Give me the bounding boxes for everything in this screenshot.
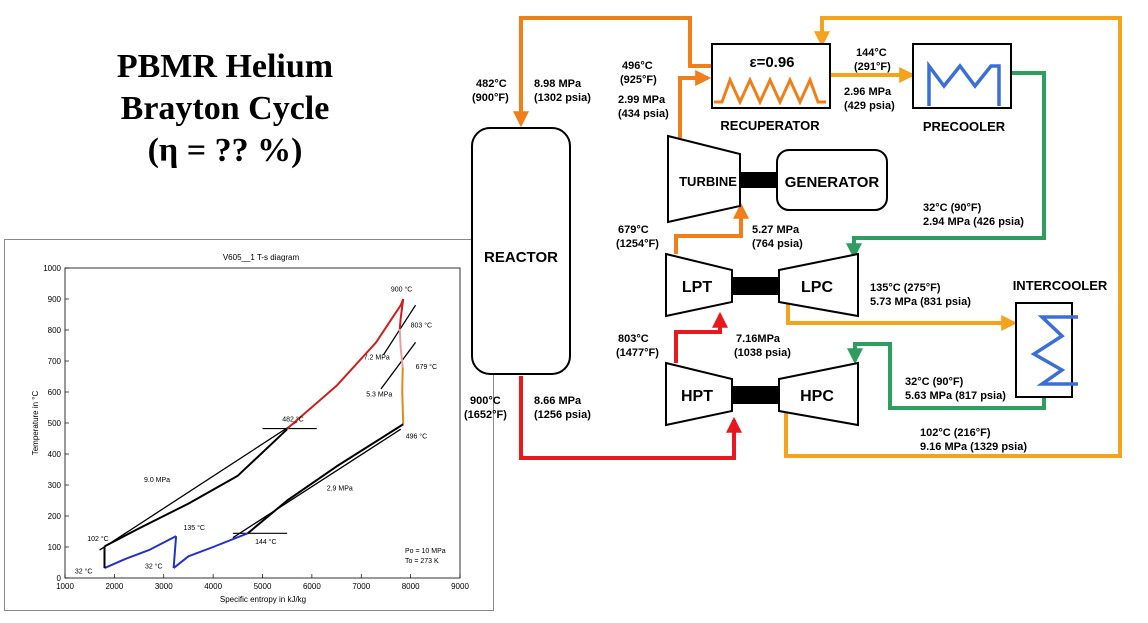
lp-shaft: [732, 277, 779, 295]
lpc-label: LPC: [801, 279, 833, 296]
pipe-turbine-to-recuperator: [680, 78, 708, 138]
turbine-label: TURBINE: [679, 174, 737, 189]
chart-note-to: To = 273 K: [405, 558, 439, 565]
y-tick-label: 700: [47, 357, 61, 366]
x-tick-label: 9000: [451, 582, 469, 591]
reactor-inlet-temp: 482°C: [476, 78, 507, 90]
isobar-label: 2.9 MPa: [326, 485, 353, 493]
lpt-outlet-temp-f: (1254°F): [616, 238, 659, 250]
reactor-outlet-temp: 900°C: [470, 395, 501, 407]
chart-xlabel: Specific entropy in kJ/kg: [219, 595, 307, 604]
hpt-outlet-temp-f: (1477°F): [616, 347, 659, 359]
isobar-label: 9.0 MPa: [144, 476, 171, 484]
hpt-outlet-pressure: 7.16MPa: [736, 333, 781, 345]
x-tick-label: 3000: [154, 582, 173, 591]
chart-ylabel: Temperature in °C: [31, 390, 40, 456]
y-tick-label: 1000: [43, 264, 61, 273]
state-point-label: 482 °C: [282, 416, 304, 424]
hpt-outlet-pressure-psia: (1038 psia): [734, 347, 791, 359]
intercooler-outlet-pressure: 5.63 MPa (817 psia): [905, 390, 1006, 402]
lpt-outlet-pressure-psia: (764 psia): [752, 238, 803, 250]
reactor-inlet-temp-f: (900°F): [472, 92, 509, 104]
recuperator-label: RECUPERATOR: [720, 118, 820, 133]
turbine-shaft: [740, 172, 780, 188]
x-tick-label: 1000: [56, 582, 74, 591]
state-point-label: 32 °C: [144, 563, 163, 571]
y-tick-label: 900: [47, 295, 61, 304]
hpt-outlet-temp: 803°C: [618, 333, 649, 345]
chart-note-po: Po = 10 MPa: [405, 548, 446, 555]
chart-title: V605__1 T-s diagram: [222, 253, 300, 262]
state-point-label: 803 °C: [410, 322, 433, 330]
precooler-outlet-pressure: 2.94 MPa (426 psia): [923, 216, 1024, 228]
lpt-outlet-temp: 679°C: [618, 224, 649, 236]
turbine-outlet-pressure: 2.99 MPa: [618, 94, 666, 106]
x-tick-label: 6000: [302, 582, 321, 591]
x-tick-label: 4000: [204, 582, 223, 591]
reactor-inlet-pressure-psia: (1302 psia): [534, 92, 591, 104]
y-tick-label: 400: [47, 450, 61, 459]
y-tick-label: 0: [56, 574, 61, 583]
recuperator-effectiveness: ε=0.96: [749, 54, 795, 71]
hpt-label: HPT: [681, 388, 713, 405]
recuperator-outlet-pressure: 2.96 MPa: [844, 86, 892, 98]
y-tick-label: 600: [47, 388, 61, 397]
recuperator-outlet-temp: 144°C: [856, 47, 887, 59]
y-tick-label: 300: [47, 481, 61, 490]
x-tick-label: 7000: [352, 582, 371, 591]
y-tick-label: 800: [47, 326, 61, 335]
title-line-2: Brayton Cycle: [120, 90, 330, 127]
state-point-label: 144 °C: [255, 538, 277, 546]
state-point-label: 102 °C: [87, 535, 109, 543]
generator-label: GENERATOR: [784, 174, 880, 191]
lpc-outlet-temp: 135°C (275°F): [870, 282, 941, 294]
isobar-label: 5.3 MPa: [366, 391, 393, 399]
reactor-inlet-pressure: 8.98 MPa: [534, 78, 582, 90]
turbine-outlet-pressure-psia: (434 psia): [618, 108, 669, 120]
recuperator-outlet-pressure-psia: (429 psia): [844, 100, 895, 112]
pipe-recuperator-to-reactor: [521, 18, 712, 124]
precooler-label: PRECOOLER: [922, 119, 1006, 134]
state-point-label: 679 °C: [415, 363, 438, 371]
reactor-outlet-temp-f: (1652°F): [464, 409, 507, 421]
intercooler-label: INTERCOOLER: [1012, 278, 1108, 293]
turbine-inlet-temp-f: (925°F): [620, 74, 657, 86]
precooler-outlet-temp: 32°C (90°F): [923, 202, 982, 214]
reactor-label: REACTOR: [484, 249, 558, 266]
title-line-3: (η = ?? %): [147, 132, 303, 169]
state-point-label: 32 °C: [74, 568, 93, 576]
y-tick-label: 100: [47, 543, 61, 552]
x-tick-label: 2000: [105, 582, 124, 591]
title-line-1: PBMR Helium: [116, 48, 334, 85]
y-tick-label: 200: [47, 512, 61, 521]
x-tick-label: 5000: [253, 582, 272, 591]
recuperator-outlet-temp-f: (291°F): [854, 61, 891, 73]
lpc-outlet-pressure: 5.73 MPa (831 psia): [870, 296, 971, 308]
state-point-label: 135 °C: [183, 524, 205, 532]
lpt-label: LPT: [681, 279, 713, 296]
reactor-outlet-pressure-psia: (1256 psia): [534, 409, 591, 421]
x-tick-label: 8000: [401, 582, 420, 591]
isobar-label: 7.2 MPa: [363, 354, 390, 362]
turbine-inlet-temp: 496°C: [622, 60, 653, 72]
pipe-hpt-to-lpt: [676, 315, 720, 363]
y-tick-label: 500: [47, 419, 61, 428]
lpt-outlet-pressure: 5.27 MPa: [752, 224, 800, 236]
state-point-label: 496 °C: [405, 433, 428, 441]
reactor-outlet-pressure: 8.66 MPa: [534, 395, 582, 407]
hpc-outlet-temp: 102°C (216°F): [920, 427, 991, 439]
intercooler-outlet-temp: 32°C (90°F): [905, 376, 964, 388]
hpc-label: HPC: [800, 388, 834, 405]
hp-shaft: [732, 386, 779, 404]
hpc-outlet-pressure: 9.16 MPa (1329 psia): [920, 441, 1028, 453]
state-point-label: 900 °C: [390, 286, 413, 294]
